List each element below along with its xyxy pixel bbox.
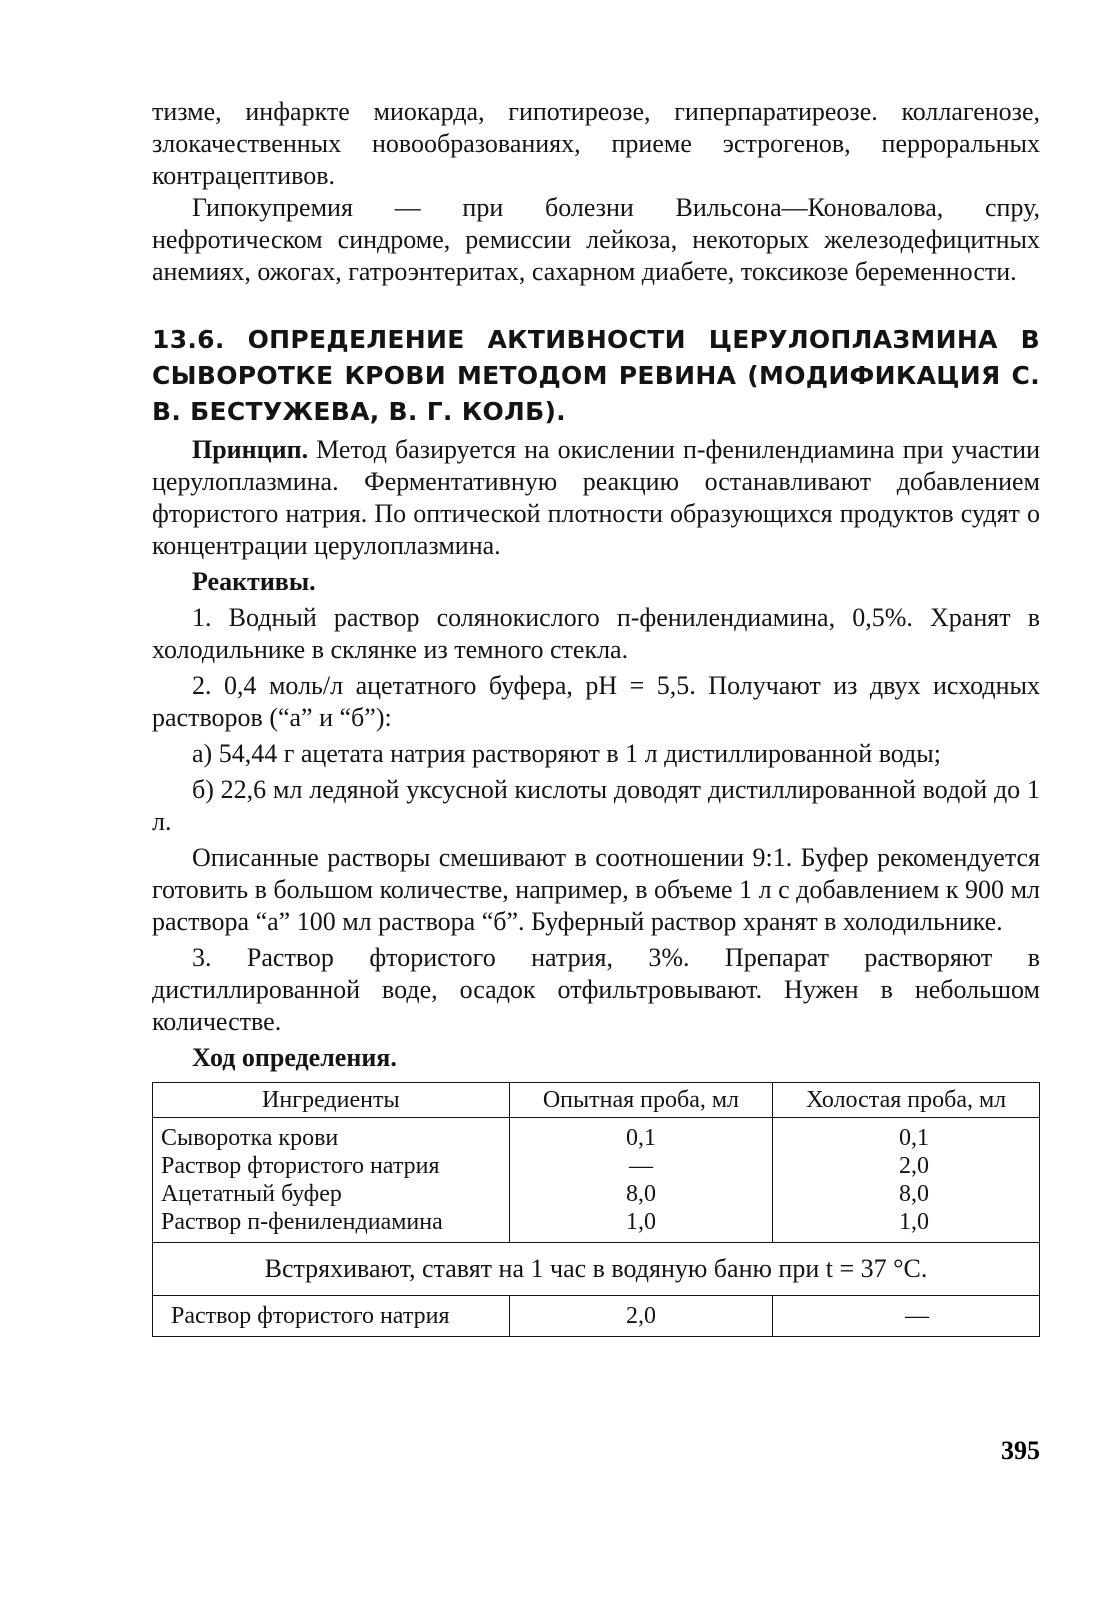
ingredient-cell: Раствор фтористого натрия bbox=[153, 1296, 510, 1337]
test-value-cell: 0,1 bbox=[509, 1118, 773, 1153]
test-value-cell: — bbox=[509, 1152, 773, 1180]
ingredient-cell: Ацетатный буфер bbox=[153, 1180, 510, 1208]
blank-value-cell: 1,0 bbox=[773, 1208, 1040, 1243]
principle-text: Метод базируется на окислении п-фенилендиамина при участии церулоплазмина. Ферментативную реакцию останавливают добавлением фтористого натрия. По оптической плотности образующихся продуктов судят о концентрации церулоплазмина. bbox=[152, 435, 1040, 560]
blank-value-cell: 8,0 bbox=[773, 1180, 1040, 1208]
page-number: 395 bbox=[1001, 1436, 1040, 1465]
table-row bbox=[153, 1152, 1040, 1180]
procedure-label: Ход определения. bbox=[192, 1043, 397, 1072]
table-note-row bbox=[153, 1243, 1040, 1296]
table-row bbox=[153, 1208, 1040, 1243]
reagent-2b: б) 22,6 мл ледяной уксусной кислоты доводят дистиллированной водой до 1 л. bbox=[152, 775, 1040, 836]
principle-paragraph bbox=[152, 434, 1040, 562]
blank-value-cell: 2,0 bbox=[773, 1152, 1040, 1180]
reagent-3: 3. Раствор фтористого натрия, 3%. Препарат растворяют в дистиллированной воде, осадок отфильтровывают. Нужен в небольшом количестве. bbox=[152, 943, 1040, 1036]
ingredient-cell: Сыворотка крови bbox=[153, 1118, 510, 1153]
paragraph-hypocupremia: Гипокупремия — при болезни Вильсона—Коновалова, спру, нефротическом синдроме, ремиссии лейкоза, некоторых железодефицитных анемиях, ожогах, гатроэнтеритах, сахарном диабете, токсикозе беременности. bbox=[152, 193, 1040, 286]
header-blank-sample: Холостая проба, мл bbox=[773, 1083, 1040, 1118]
blank-value-cell: — bbox=[773, 1296, 1040, 1337]
procedure-table bbox=[152, 1082, 1040, 1337]
header-ingredients: Ингредиенты bbox=[153, 1083, 510, 1118]
test-value-cell: 8,0 bbox=[509, 1180, 773, 1208]
buffer-mix-note: Описанные растворы смешивают в соотношении 9:1. Буфер рекомендуется готовить в большом количестве, например, в объеме 1 л с добавлением к 900 мл раствора “а” 100 мл раствора “б”. Буферный раствор хранят в холодильнике. bbox=[152, 843, 1040, 936]
header-test-sample: Опытная проба, мл bbox=[509, 1083, 773, 1118]
ingredient-cell: Раствор фтористого натрия bbox=[153, 1152, 510, 1180]
section-heading: 13.6. ОПРЕДЕЛЕНИЕ АКТИВНОСТИ ЦЕРУЛОПЛАЗМИНА В СЫВОРОТКЕ КРОВИ МЕТОДОМ РЕВИНА (МОДИФИКАЦИЯ С. В. БЕСТУЖЕВА, В. Г. КОЛБ). bbox=[152, 325, 1040, 426]
table-final-row bbox=[153, 1296, 1040, 1337]
table-row bbox=[153, 1118, 1040, 1153]
reagent-1: 1. Водный раствор солянокислого п-фенилендиамина, 0,5%. Хранят в холодильнике в склянке из темного стекла. bbox=[152, 603, 1040, 664]
blank-value-cell: 0,1 bbox=[773, 1118, 1040, 1153]
test-value-cell: 2,0 bbox=[509, 1296, 773, 1337]
incubation-note: Встряхивают, ставят на 1 час в водяную баню при t = 37 °С. bbox=[153, 1243, 1040, 1296]
principle-label: Принцип. bbox=[192, 435, 309, 464]
test-value-cell: 1,0 bbox=[509, 1208, 773, 1243]
table-header-row bbox=[153, 1083, 1040, 1118]
reagent-2a: а) 54,44 г ацетата натрия растворяют в 1 л дистиллированной воды; bbox=[192, 739, 941, 768]
page-content bbox=[152, 96, 1040, 1337]
table-row bbox=[153, 1180, 1040, 1208]
reagent-2: 2. 0,4 моль/л ацетатного буфера, pH = 5,5. Получают из двух исходных растворов (“а” и “б”): bbox=[152, 671, 1040, 732]
paragraph-continuation: тизме, инфаркте миокарда, гипотиреозе, гиперпаратиреозе. коллагенозе, злокачественных новообразованиях, приеме эстрогенов, перроральных контрацептивов. bbox=[152, 97, 1040, 190]
ingredient-cell: Раствор п-фенилендиамина bbox=[153, 1208, 510, 1243]
reagents-label: Реактивы. bbox=[192, 567, 316, 596]
